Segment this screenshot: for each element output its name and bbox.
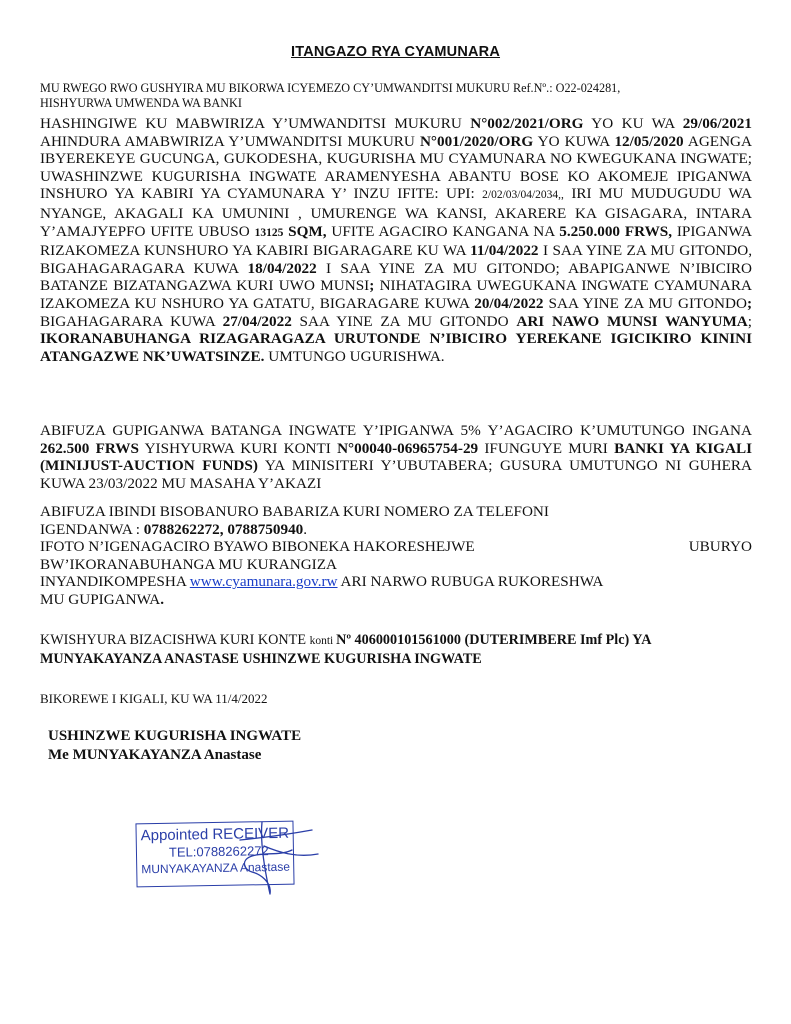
intro-reference [40, 81, 752, 111]
contact-text: INYANDIKOMPESHA [40, 573, 190, 591]
contact-text: ARI NARWO RUBUGA RUKORESHWA [337, 573, 604, 591]
document-title: ITANGAZO RYA CYAMUNARA [290, 44, 501, 60]
para2-text: ABIFUZA GUPIGANWA BATANGA INGWATE Y’IPIGANWA 5% Y’AGACIRO K’UMUTUNGO INGANA [40, 422, 752, 439]
contact-paragraph [40, 503, 752, 609]
contact-line-2 [40, 521, 752, 539]
contact-punct: . [160, 590, 165, 608]
third-round-end-date: 27/04/2022 [222, 312, 292, 330]
para1-text: YO KU WA [583, 115, 683, 132]
payment-account: Nº 406000101561000 (DUTERIMBERE Imf Plc) YA [336, 632, 652, 648]
contact-line-4: BW’IKORANABUHANGA MU KURANGIZA [40, 555, 337, 573]
para1-text: SAA YINE ZA MU GITONDO [543, 294, 747, 312]
payment-paragraph [40, 632, 752, 668]
area-unit: SQM, [283, 222, 327, 240]
old-regulation-number: N°001/2020/ORG [419, 132, 534, 150]
intro-line-1: MU RWEGO RWO GUSHYIRA MU BIKORWA ICYEMEZO CY’UMWANDITSI MUKURU Ref.Nº.: O22-024281, [40, 81, 621, 95]
para1-text: IPIGANWA RIZAKOMEZA KUNSHURO YA KABIRI BIGARAGARE KU WA [40, 222, 752, 260]
para1-text: I SAA YINE ZA MU GITONDO, BIGAHAGARAGARA KUWA [40, 242, 753, 277]
payment-account-holder: MUNYAKAYANZA ANASTASE USHINZWE KUGURISHA INGWATE [40, 650, 482, 667]
stamp-line-2: TEL:0788262272 [168, 843, 269, 860]
phone-label: IGENDANWA : [40, 520, 144, 538]
place-date: BIKOREWE I KIGALI, KU WA 11/4/2022 [40, 691, 268, 706]
para1-punct: ; [369, 277, 375, 295]
area-value: 13125 [254, 226, 284, 239]
stamp-line-1: Appointed RECEIVER [140, 824, 290, 845]
para2-text: YISHYURWA KURI KONTI [138, 439, 338, 457]
signer-name: Me MUNYAKAYANZA Anastase [48, 747, 262, 763]
payment-line-1 [40, 632, 752, 651]
contact-punct: . [303, 520, 308, 538]
para1-text: BIGAHAGARARA KUWA [40, 312, 223, 330]
third-round-start-date: 20/04/2022 [474, 294, 544, 312]
auction-notice-paragraph [40, 115, 752, 365]
regulation-number: N°002/2021/ORG [470, 115, 584, 132]
contact-line-1: ABIFUZA IBINDI BISOBANURO BABARIZA KURI NOMERO ZA TELEFONI [40, 503, 549, 520]
para1-text: SAA YINE ZA MU GITONDO [291, 312, 517, 330]
contact-line-5 [40, 573, 752, 591]
winner-announcement-note: IKORANABUHANGA RIZAGARAGAZA URUTONDE N’IBICIRO YEREKANE IGICIKIRO KININI ATANGAZWE NK’UWATSINZE. [40, 330, 752, 365]
property-value: 5.250.000 FRWS, [559, 222, 673, 240]
para2-text: YA MINISITERI Y’UBUTABERA; GUSURA UMUTUNGO NI GUHERA KUWA 23/03/2022 MU MASAHA Y’AKAZI [40, 457, 752, 492]
payment-text: KWISHYURA BIZACISHWA KURI KONTE [40, 632, 310, 648]
para1-text: ; [747, 312, 752, 330]
para1-text: IRI MU MUDUGUDU WA NYANGE, AKAGALI KA UMUNINI , UMURENGE WA KANSI, AKARERE KA GISAGARA, INTARA Y’AMAJYEPFO UFITE UBUSO [40, 185, 752, 240]
contact-line-3 [40, 538, 752, 556]
deposit-paragraph [40, 422, 752, 492]
para1-text: I SAA YINE ZA MU GITONDO; ABAPIGANWE N’IBICIRO BATANZE BIZATANGAZWA KURI UWO MUNSI [40, 259, 752, 295]
upi-number: 2/02/03/04/2034,, [482, 189, 564, 202]
payment-line-2 [40, 651, 752, 669]
para1-text: UMTUNGO UGURISHWA. [264, 347, 445, 365]
para1-punct: ; [746, 294, 752, 312]
para1-text: UFITE AGACIRO KANGANA NA [326, 222, 560, 240]
handwritten-signature-icon [200, 812, 330, 902]
contact-text: IFOTO N’IGENAGACIRO BYAWO BIBONEKA HAKORESHEJWE [40, 538, 475, 556]
second-round-end-date: 18/04/2022 [247, 259, 317, 277]
second-round-start-date: 11/04/2022 [470, 242, 539, 260]
phone-numbers: 0788262272, 0788750940 [143, 520, 304, 538]
payment-text: konti [309, 635, 337, 647]
contact-text: UBURYO [688, 538, 752, 556]
para1-text: HASHINGIWE KU MABWIRIZA Y’UMWANDITSI MUKURU [40, 115, 471, 132]
last-day-note: ARI NAWO MUNSI WANYUMA [516, 312, 748, 330]
deposit-account-number: N°00040-06965754-29 [337, 439, 479, 457]
auction-website-link[interactable]: www.cyamunara.gov.rw [189, 573, 338, 591]
para1-text: AGENGA IBYEREKEYE GUCUNGA, GUKODESHA, KUGURISHA MU CYAMUNARA NO KWEGUKANA INGWATE; UWASHINZWE KUGURISHA INGWATE ARAMENYESHA ABANTU BOSE KO AKOMEJE IPIGANWA INSHURO YA KABIRI YA CYAMUNARA Y’ INZU IFITE: UPI: [40, 132, 752, 203]
stamp-line-3: MUNYAKAYANZA Anastase [141, 859, 291, 877]
regulation-date: 29/06/2021 [682, 115, 752, 132]
para1-text: YO KUWA [533, 132, 615, 150]
old-regulation-date: 12/05/2020 [614, 132, 684, 150]
para1-text: AHINDURA AMABWIRIZA Y’UMWANDITSI MUKURU [40, 132, 420, 150]
signer-role: USHINZWE KUGURISHA INGWATE [48, 728, 302, 744]
deposit-amount: 262.500 FRWS [40, 439, 139, 457]
signature-block [48, 727, 301, 765]
para2-text: IFUNGUYE MURI [478, 439, 615, 457]
intro-line-2: HISHYURWA UMWENDA WA BANKI [40, 96, 242, 110]
bank-name: BANKI YA KIGALI (MINIJUST-AUCTION FUNDS) [40, 439, 752, 475]
para1-text: NIHATAGIRA UWEGUKANA INGWATE CYAMUNARA IZAKOMEZA KU NSHURO YA GATATU, BIGARAGARE KUWA [40, 277, 752, 312]
contact-text: MU GUPIGANWA [40, 590, 161, 608]
contact-line-6 [40, 591, 752, 609]
